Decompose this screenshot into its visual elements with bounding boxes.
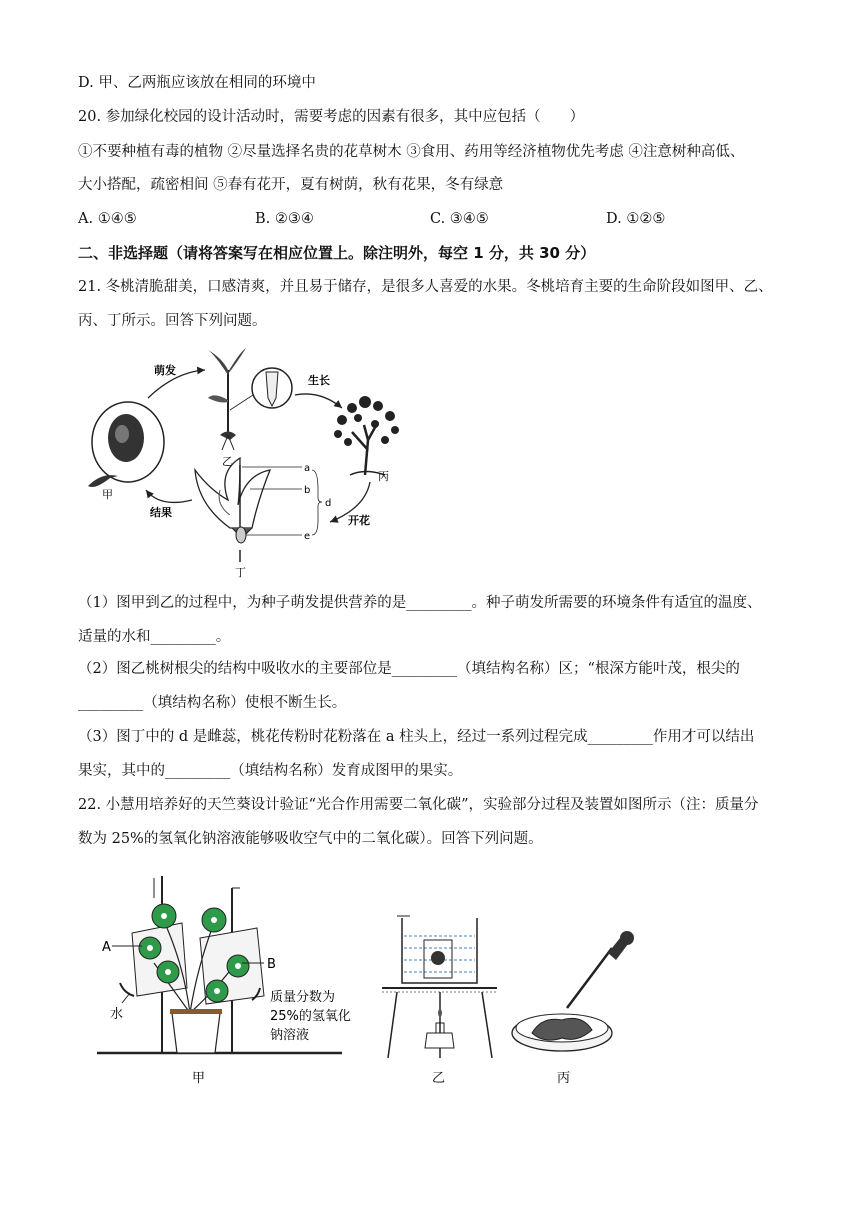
label-ding: 丁 <box>235 566 246 579</box>
q22-stem-line2: 数为 25%的氢氧化钠溶液能够吸收空气中的二氧化碳）。回答下列问题。 <box>78 831 543 847</box>
dish-dropper-icon <box>512 931 634 1051</box>
flower-structure-icon <box>195 458 270 562</box>
q21-stem-line1: 21. 冬桃清脆甜美，口感清爽，并且易于储存，是很多人喜爱的水果。冬桃培育主要的生命阶段如图甲、乙、 <box>78 279 773 295</box>
q21-p1-line2: 适量的水和_________。 <box>78 629 231 645</box>
tree-icon <box>334 396 399 475</box>
part-b: b <box>304 485 311 496</box>
q21-p2-line1: （2）图乙桃树根尖的结构中吸收水的主要部位是_________（填结构名称）区；“根深方能叶茂，根尖的 <box>78 661 740 677</box>
q20-items-line2: 大小搭配，疏密相间 ⑤春有花开，夏有树荫，秋有花果，冬有绿意 <box>78 177 504 193</box>
caption-bing: 丙 <box>557 1071 571 1086</box>
section-heading: 二、非选择题（请将答案写在相应位置上。除注明外，每空 1 分，共 30 分） <box>78 244 596 262</box>
label-yi: 乙 <box>222 455 233 468</box>
water-bath-heating-icon <box>382 916 497 1058</box>
peach-lifecycle-figure <box>80 340 420 580</box>
label-A: A <box>102 940 111 955</box>
label-B: B <box>267 957 276 972</box>
q22-stem-line1: 22. 小慧用培养好的天竺葵设计验证“光合作用需要二氧化碳”，实验部分过程及装置如图所示（注：质量分 <box>78 797 759 813</box>
peach-fruit-icon <box>88 402 164 487</box>
q20-option-c[interactable]: C. ③④⑤ <box>430 211 489 227</box>
experiment-figure <box>92 868 652 1093</box>
q21-p1-line1: （1）图甲到乙的过程中，为种子萌发提供营养的是_________。种子萌发所需要的环境条件有适宜的温度、 <box>78 595 762 611</box>
q21-stem-line2: 丙、丁所示。回答下列问题。 <box>78 313 267 329</box>
part-e: e <box>304 531 311 542</box>
arrow-label-jieguo: 结果 <box>150 506 172 519</box>
q21-p3-line1: （3）图丁中的 d 是雌蕊，桃花传粉时花粉落在 a 柱头上，经过一系列过程完成_________作用才可以结出 <box>78 729 755 745</box>
part-a: a <box>304 463 311 474</box>
q20-option-a[interactable]: A. ①④⑤ <box>78 211 137 227</box>
naoh-label-line2: 25%的氢氧化 <box>270 1009 351 1024</box>
seedling-icon <box>208 348 246 450</box>
q19-option-d: D. 甲、乙两瓶应该放在相同的环境中 <box>78 75 316 91</box>
naoh-label-line3: 钠溶液 <box>270 1028 310 1043</box>
root-tip-icon <box>230 368 292 410</box>
arrow-label-shengzhang: 生长 <box>308 374 330 387</box>
part-d: d <box>325 498 332 509</box>
q21-p2-line2: _________（填结构名称）使根不断生长。 <box>78 695 347 711</box>
label-water: 水 <box>110 1007 124 1022</box>
q20-items-line1: ①不要种植有毒的植物 ②尽量选择名贵的花草树木 ③食用、药用等经济植物优先考虑 ④注意树种高低、 <box>78 144 745 160</box>
q20-option-d[interactable]: D. ①②⑤ <box>606 211 666 227</box>
label-bing: 丙 <box>378 470 389 483</box>
caption-yi: 乙 <box>432 1071 446 1086</box>
q20-option-b[interactable]: B. ②③④ <box>255 211 314 227</box>
label-jia: 甲 <box>102 488 113 501</box>
arrow-label-mengfa: 萌发 <box>154 364 176 377</box>
q21-p3-line2: 果实，其中的_________（填结构名称）发育成图甲的果实。 <box>78 763 463 779</box>
q20-stem: 20. 参加绿化校园的设计活动时，需要考虑的因素有很多，其中应包括（ ） <box>78 109 585 125</box>
caption-jia: 甲 <box>192 1071 206 1086</box>
naoh-label-line1: 质量分数为 <box>270 990 336 1005</box>
arrow-label-kaihua: 开花 <box>348 514 370 527</box>
plant-bag-setup-icon <box>97 876 342 1053</box>
